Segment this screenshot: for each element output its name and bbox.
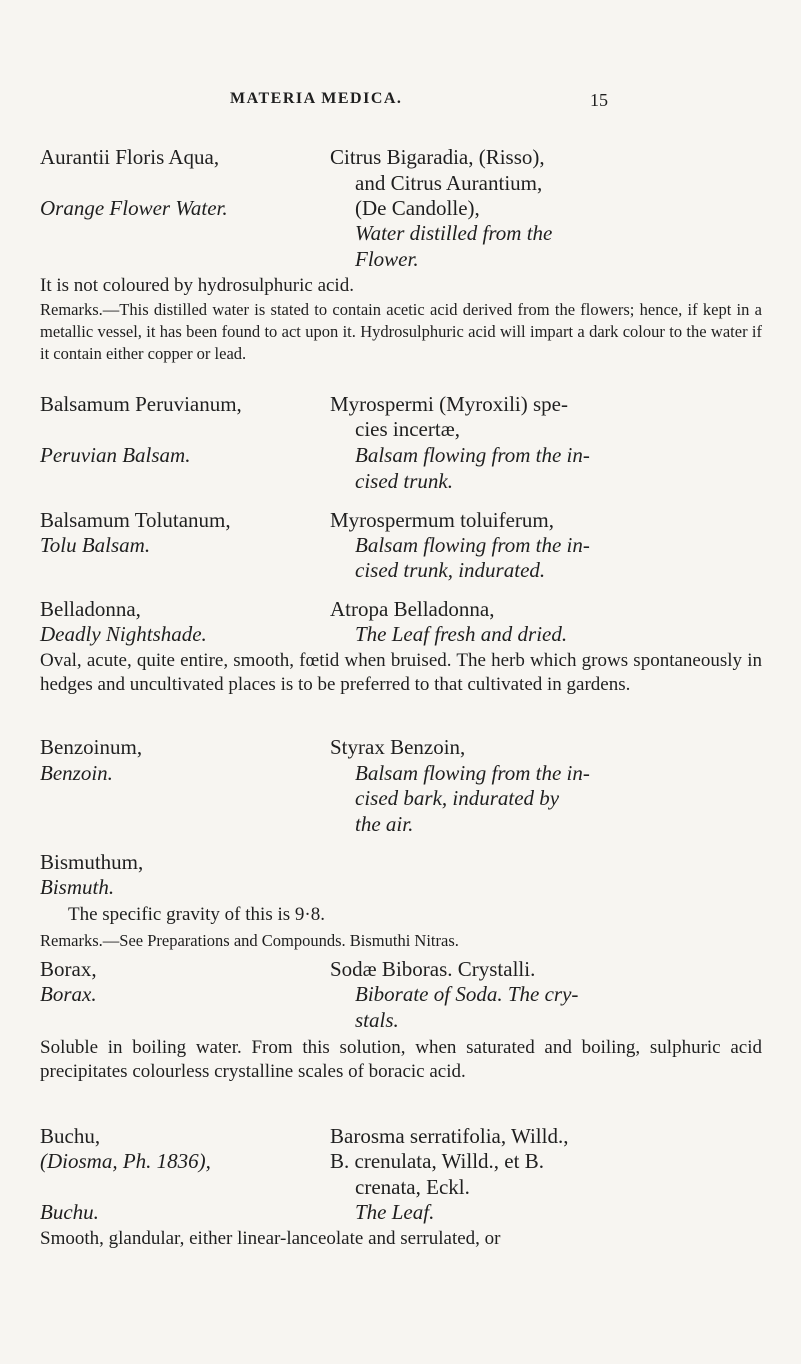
entry-aurantii-part-2: Flower. [355,247,419,271]
entry-aurantii-source-3: (De Candolle), [355,196,480,220]
entry-peru-part-2: cised trunk. [355,469,453,493]
belladonna-note: Oval, acute, quite entire, smooth, fœtid when bruised. The herb which grows spontaneously in hedges and uncultivated places is to be preferred to that cultivated in gardens. [40,650,762,695]
entry-benzoin-english: Benzoin. [40,761,113,785]
entry-buchu-name: Buchu, [40,1124,101,1148]
entry-borax-english: Borax. [40,982,97,1006]
entry-benzoin-part-1: Balsam flowing from the in- [355,761,590,785]
entry-benzoin-part-2: cised bark, indurated by [355,786,560,810]
entry-borax-part-2: stals. [355,1008,399,1032]
page-title: MATERIA MEDICA. [230,90,403,107]
entry-aurantii-english: Orange Flower Water. [40,196,228,220]
entry-belladonna-part-1: The Leaf fresh and dried. [355,622,568,646]
entry-buchu-source-3: crenata, Eckl. [355,1175,470,1199]
bismuth-note: The specific gravity of this is 9·8. [68,904,325,925]
entry-bismuth-name: Bismuthum, [40,850,144,874]
entry-peru-source-2: cies incertæ, [355,417,460,441]
entry-bismuth-english: Bismuth. [40,875,115,899]
entry-tolu-english: Tolu Balsam. [40,533,151,557]
entry-buchu-synonym: (Diosma, Ph. 1836), [40,1149,211,1173]
entry-buchu-source-1: Barosma serratifolia, Willd., [330,1124,569,1148]
entry-tolu-part-2: cised trunk, indurated. [355,558,546,582]
bismuth-remarks: Remarks.—See Preparations and Compounds. Bismuthi Nitras. [40,931,459,950]
entry-borax-part-1: Biborate of Soda. The cry- [355,982,579,1006]
entry-peru-english: Peruvian Balsam. [40,443,191,467]
borax-note: Soluble in boiling water. From this solution, when saturated and boiling, sulphuric acid precipitates colourless crystalline scales of boracic acid. [40,1037,762,1082]
entry-borax-name: Borax, [40,957,97,981]
page-number: 15 [590,90,608,110]
entry-belladonna-english: Deadly Nightshade. [40,622,207,646]
aurantii-remarks: Remarks.—This distilled water is stated to contain acetic acid derived from the flowers; hence, if kept in a metallic vessel, it has been found to act upon it. Hydrosulphuric acid will impart a dark colour to the water if it contain either copper or lead. [40,300,762,363]
entry-benzoin-part-3: the air. [355,812,414,836]
entry-buchu-english: Buchu. [40,1200,99,1224]
entry-aurantii-name: Aurantii Floris Aqua, [40,145,220,169]
aurantii-note: It is not coloured by hydrosulphuric acid. [40,275,354,296]
entry-buchu-part-1: The Leaf. [355,1200,435,1224]
entry-belladonna-source-1: Atropa Belladonna, [330,597,495,621]
entry-peru-part-1: Balsam flowing from the in- [355,443,590,467]
entry-tolu-source-1: Myrospermum toluiferum, [330,508,554,532]
entry-aurantii-part-1: Water distilled from the [355,221,553,245]
entry-belladonna-name: Belladonna, [40,597,141,621]
entry-aurantii-source-2: and Citrus Aurantium, [355,171,543,195]
entry-aurantii-source-1: Citrus Bigaradia, (Risso), [330,145,545,169]
entry-tolu-name: Balsamum Tolutanum, [40,508,231,532]
entry-peru-source-1: Myrospermi (Myroxili) spe- [330,392,568,416]
entry-tolu-part-1: Balsam flowing from the in- [355,533,590,557]
entry-buchu-source-2: B. crenulata, Willd., et B. [330,1149,544,1173]
entry-peru-name: Balsamum Peruvianum, [40,392,242,416]
entry-benzoin-source-1: Styrax Benzoin, [330,735,466,759]
buchu-note: Smooth, glandular, either linear-lanceolate and serrulated, or [40,1228,501,1249]
entry-benzoin-name: Benzoinum, [40,735,143,759]
entry-borax-source-1: Sodæ Biboras. Crystalli. [330,957,536,981]
